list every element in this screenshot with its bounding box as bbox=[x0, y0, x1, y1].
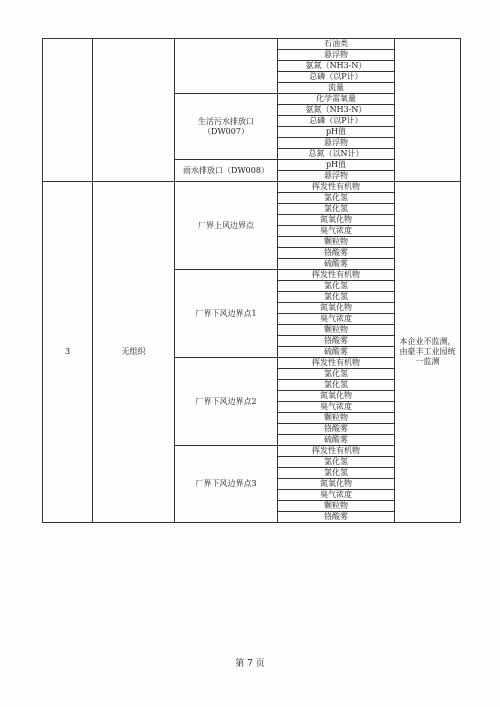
item-cell: 挥发性有机物 bbox=[278, 182, 395, 193]
item-cell: 铬酸雾 bbox=[278, 512, 395, 523]
location-cell: 厂界下风边界点3 bbox=[175, 446, 278, 523]
item-cell: 颗粒物 bbox=[278, 413, 395, 424]
item-cell: 悬浮物 bbox=[278, 171, 395, 182]
item-cell: 石油类 bbox=[278, 39, 395, 50]
item-cell: 硫酸雾 bbox=[278, 347, 395, 358]
item-cell: 氨氮（NH3-N） bbox=[278, 105, 395, 116]
item-cell: 铬酸雾 bbox=[278, 424, 395, 435]
item-cell: 总氮（以N计） bbox=[278, 149, 395, 160]
item-cell: 颗粒物 bbox=[278, 501, 395, 512]
item-cell: 氯化氢 bbox=[278, 281, 395, 292]
item-cell: 氯化氢 bbox=[278, 204, 395, 215]
item-cell: 悬浮物 bbox=[278, 138, 395, 149]
item-cell: 氨氮（NH3-N） bbox=[278, 61, 395, 72]
item-cell: 氮氧化物 bbox=[278, 215, 395, 226]
location-cell bbox=[175, 39, 278, 94]
index-cell bbox=[43, 39, 93, 182]
item-cell: 挥发性有机物 bbox=[278, 446, 395, 457]
item-cell: 流量 bbox=[278, 83, 395, 94]
location-cell: 生活污水排放口 （DW007） bbox=[175, 94, 278, 160]
monitoring-table bbox=[42, 38, 461, 523]
location-cell: 雨水排放口（DW008） bbox=[175, 160, 278, 182]
item-cell: 氯化氢 bbox=[278, 457, 395, 468]
item-cell: 氮氧化物 bbox=[278, 479, 395, 490]
item-cell: 臭气浓度 bbox=[278, 402, 395, 413]
item-cell: 总磷（以P计） bbox=[278, 116, 395, 127]
table-row bbox=[43, 182, 461, 193]
type-cell: 无组织 bbox=[93, 182, 175, 523]
item-cell: 挥发性有机物 bbox=[278, 270, 395, 281]
item-cell: 悬浮物 bbox=[278, 50, 395, 61]
item-cell: pH值 bbox=[278, 160, 395, 171]
location-cell: 厂界上风边界点 bbox=[175, 182, 278, 270]
page-number: 第 7 页 bbox=[235, 659, 265, 669]
item-cell: pH值 bbox=[278, 127, 395, 138]
item-cell: 臭气浓度 bbox=[278, 490, 395, 501]
item-cell: 氯化氢 bbox=[278, 468, 395, 479]
type-cell bbox=[93, 39, 175, 182]
item-cell: 硫酸雾 bbox=[278, 259, 395, 270]
item-cell: 颗粒物 bbox=[278, 237, 395, 248]
item-cell: 氮氧化物 bbox=[278, 391, 395, 402]
item-cell: 氮氧化物 bbox=[278, 303, 395, 314]
note-cell: 本企业不监测，由豪丰工业园统一监测 bbox=[395, 182, 461, 523]
table-row bbox=[43, 39, 461, 50]
item-cell: 臭气浓度 bbox=[278, 314, 395, 325]
location-cell: 厂界下风边界点2 bbox=[175, 358, 278, 446]
item-cell: 臭气浓度 bbox=[278, 226, 395, 237]
item-cell: 化学需氧量 bbox=[278, 94, 395, 105]
item-cell: 氯化氢 bbox=[278, 380, 395, 391]
item-cell: 总磷（以P计） bbox=[278, 72, 395, 83]
item-cell: 挥发性有机物 bbox=[278, 358, 395, 369]
note-cell bbox=[395, 39, 461, 182]
item-cell: 氯化氢 bbox=[278, 369, 395, 380]
item-cell: 铬酸雾 bbox=[278, 248, 395, 259]
index-cell: 3 bbox=[43, 182, 93, 523]
item-cell: 硫酸雾 bbox=[278, 435, 395, 446]
item-cell: 颗粒物 bbox=[278, 325, 395, 336]
item-cell: 氯化氢 bbox=[278, 292, 395, 303]
location-cell: 厂界下风边界点1 bbox=[175, 270, 278, 358]
item-cell: 氯化氢 bbox=[278, 193, 395, 204]
item-cell: 铬酸雾 bbox=[278, 336, 395, 347]
